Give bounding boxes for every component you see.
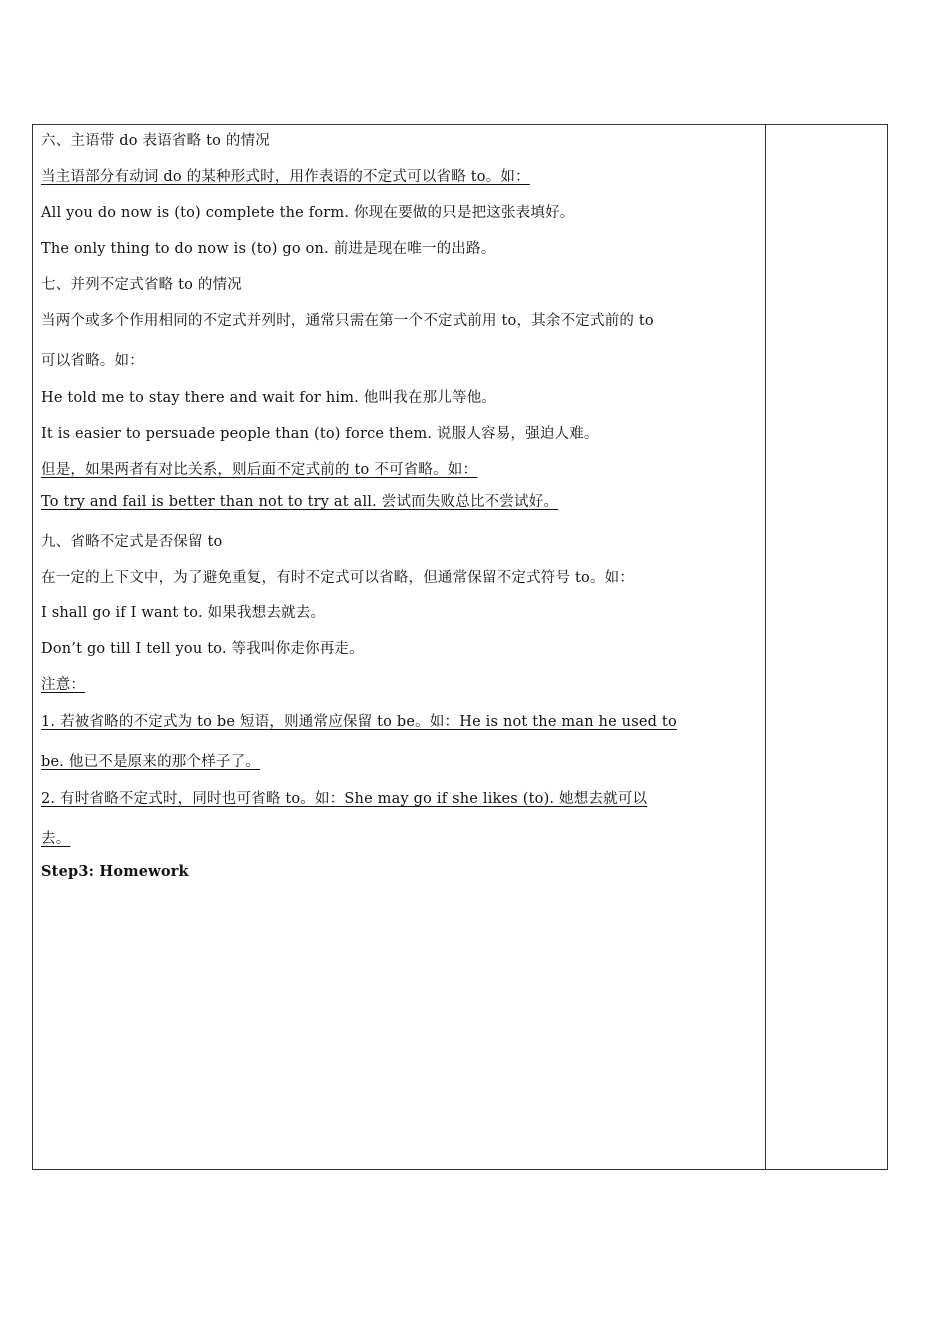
rule-text: 在一定的上下文中，为了避免重复，有时不定式可以省略，但通常保留不定式符号 to。如： — [41, 570, 635, 586]
example-sentence: The only thing to do now is (to) go on. 前进是现在唯一的出路。 — [41, 241, 496, 257]
example-sentence: Don’t go till I tell you to. 等我叫你走你再走。 — [41, 641, 364, 657]
rule-text: 当主语部分有动词 do 的某种形式时，用作表语的不定式可以省略 to。如： — [41, 169, 530, 185]
rule-text: 当两个或多个作用相同的不定式并列时，通常只需在第一个不定式前用 to，其余不定式前的 to — [41, 313, 654, 329]
note-item-2: 2. 有时省略不定式时，同时也可省略 to。如：She may go if she likes (to). 她想去就可以 — [41, 791, 648, 807]
example-sentence: I shall go if I want to. 如果我想去就去。 — [41, 605, 326, 621]
note-heading: 注意： — [41, 677, 86, 693]
note-item-1-continued: be. 他已不是原来的那个样子了。 — [41, 754, 260, 770]
section-heading-7: 七、并列不定式省略 to 的情况 — [41, 277, 242, 293]
rule-text: 但是，如果两者有对比关系，则后面不定式前的 to 不可省略。如： — [41, 462, 478, 478]
rule-text: 可以省略。如： — [41, 353, 144, 369]
note-item-2-continued: 去。 — [41, 831, 71, 847]
table-column-divider — [765, 124, 766, 1170]
example-sentence: It is easier to persuade people than (to) force them. 说服人容易，强迫人难。 — [41, 426, 599, 442]
step-heading: Step3: Homework — [41, 863, 189, 880]
section-heading-6: 六、主语带 do 表语省略 to 的情况 — [41, 133, 271, 149]
section-heading-9: 九、省略不定式是否保留 to — [41, 534, 223, 550]
note-item-1: 1. 若被省略的不定式为 to be 短语，则通常应保留 to be。如：He is not the man he used to — [41, 714, 677, 730]
example-sentence: He told me to stay there and wait for him. 他叫我在那儿等他。 — [41, 390, 497, 406]
example-sentence: All you do now is (to) complete the form. 你现在要做的只是把这张表填好。 — [41, 205, 575, 221]
example-sentence: To try and fail is better than not to try at all. 尝试而失败总比不尝试好。 — [41, 494, 559, 510]
